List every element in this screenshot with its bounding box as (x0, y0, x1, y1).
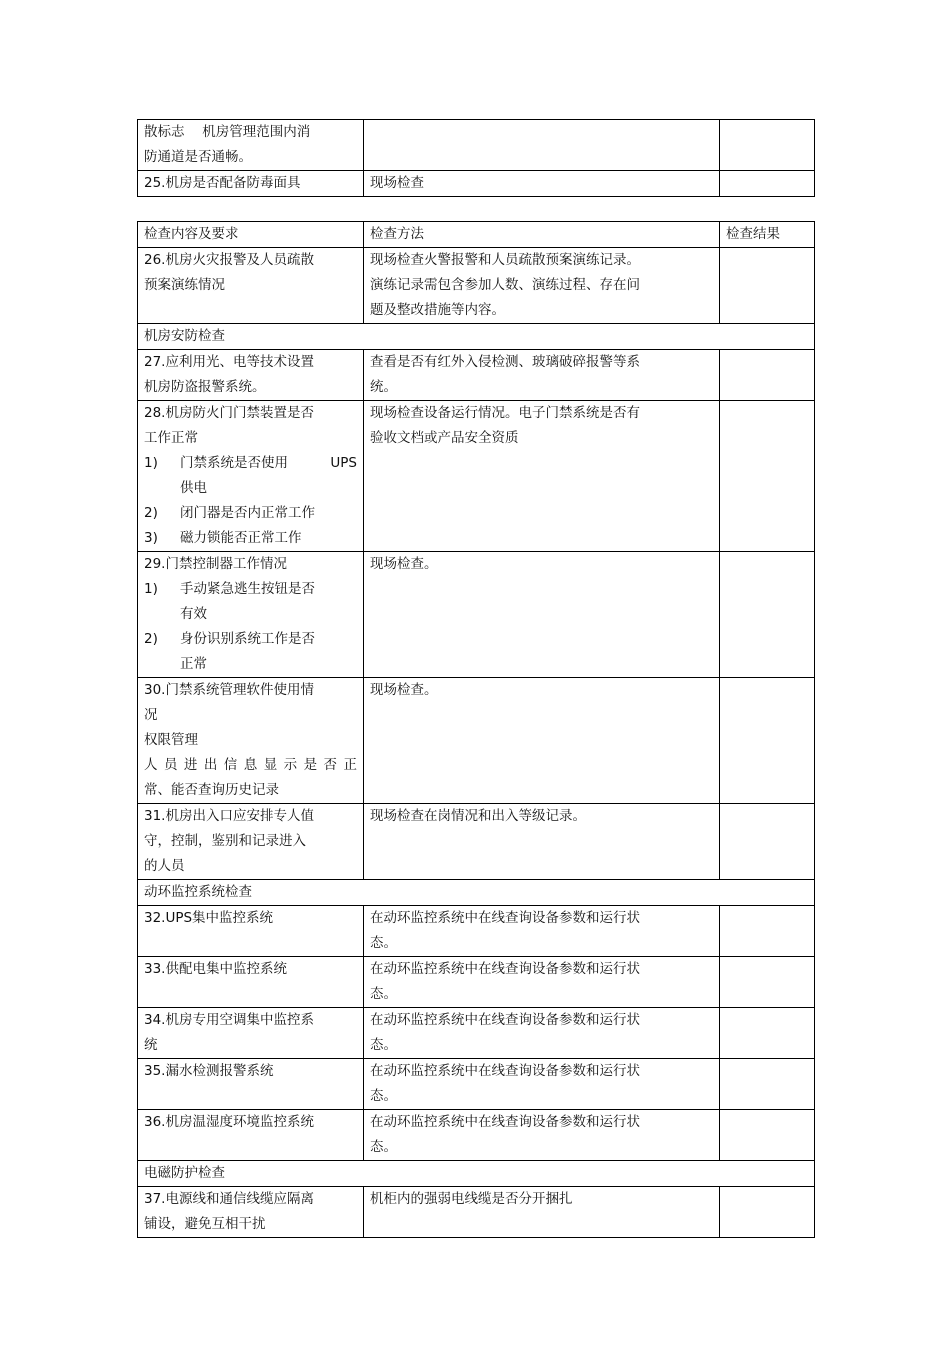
table-row (138, 1008, 815, 1059)
cell-method (364, 401, 720, 552)
cell-text: 在动环监控系统中在线查询设备参数和运行状 (370, 1114, 640, 1130)
table-row (138, 171, 815, 197)
cell-requirement: 36.机房温湿度环境监控系统 (138, 1110, 364, 1161)
list-item (144, 501, 357, 526)
section-title: 电磁防护检查 (138, 1161, 815, 1187)
cell-requirement (138, 350, 364, 401)
cell-text: 工作正常 (144, 430, 198, 446)
cell-text: 统 (144, 1037, 158, 1053)
cell-method: 现场检查。 (364, 678, 720, 804)
list-number: 2) (144, 505, 158, 521)
cell-text: 31.机房出入口应安排专人值 (144, 808, 314, 824)
cell-result (720, 1059, 815, 1110)
cell-requirement (138, 1008, 364, 1059)
cell-text: 预案演练情况 (144, 277, 225, 293)
cell-method (364, 1008, 720, 1059)
cell-text: 散标志 机房管理范围内消 (144, 124, 311, 140)
cell-text: 29.门禁控制器工作情况 (144, 556, 287, 572)
cell-method: 现场检查在岗情况和出入等级记录。 (364, 804, 720, 880)
cell-result (720, 401, 815, 552)
list-number: 3) (144, 530, 158, 546)
table-row (138, 552, 815, 678)
cell-text: 防通道是否通畅。 (144, 149, 252, 165)
cell-requirement (138, 552, 364, 678)
cell-requirement: 35.漏水检测报警系统 (138, 1059, 364, 1110)
cell-text: 现场检查火警报警和人员疏散预案演练记录。 (370, 252, 640, 268)
list-number: 1) (144, 455, 158, 471)
section-row (138, 880, 815, 906)
table-continued (137, 119, 815, 197)
cell-result (720, 1110, 815, 1161)
table-row (138, 1059, 815, 1110)
cell-method (364, 906, 720, 957)
cell-text: UPS (330, 455, 357, 471)
cell-text: 的人员 (144, 858, 185, 874)
cell-text: 34.机房专用空调集中监控系 (144, 1012, 314, 1028)
cell-text: 在动环监控系统中在线查询设备参数和运行状 (370, 961, 640, 977)
cell-result (720, 350, 815, 401)
cell-method: 现场检查。 (364, 552, 720, 678)
cell-text: 统。 (370, 379, 397, 395)
cell-result (720, 552, 815, 678)
cell-method: 现场检查 (364, 171, 720, 197)
table-row (138, 401, 815, 552)
cell-method: 机柜内的强弱电线缆是否分开捆扎 (364, 1187, 720, 1238)
cell-method (364, 350, 720, 401)
cell-requirement: 25.机房是否配备防毒面具 (138, 171, 364, 197)
cell-text: 30.门禁系统管理软件使用情 (144, 682, 314, 698)
cell-text: 验收文档或产品安全资质 (370, 430, 519, 446)
cell-text: 供电 (180, 480, 207, 496)
list-item (144, 526, 357, 551)
cell-text: 铺设，避免互相干扰 (144, 1216, 266, 1232)
cell-method (364, 248, 720, 324)
cell-text: 态。 (370, 1037, 397, 1053)
cell-method (364, 957, 720, 1008)
inspection-table (137, 221, 815, 1238)
cell-text: 况 (144, 707, 158, 723)
cell-result (720, 957, 815, 1008)
list-number: 2) (144, 631, 158, 647)
cell-text: 态。 (370, 1139, 397, 1155)
cell-text: 27.应利用光、电等技术设置 (144, 354, 314, 370)
table-header-row (138, 222, 815, 248)
table-row (138, 906, 815, 957)
list-item (144, 451, 357, 501)
cell-requirement (138, 678, 364, 804)
cell-text: 26.机房火灾报警及人员疏散 (144, 252, 314, 268)
table-row (138, 804, 815, 880)
cell-text: 磁力锁能否正常工作 (180, 530, 302, 546)
cell-text: 正常 (180, 656, 207, 672)
cell-result (720, 1008, 815, 1059)
cell-text: 门禁系统是否使用 (180, 455, 288, 471)
cell-requirement (138, 120, 364, 171)
table-row (138, 678, 815, 804)
cell-text: 机房防盗报警系统。 (144, 379, 266, 395)
cell-method (364, 1059, 720, 1110)
section-title: 动环监控系统检查 (138, 880, 815, 906)
cell-text: 身份识别系统工作是否 (180, 631, 315, 647)
cell-text: 题及整改措施等内容。 (370, 302, 505, 318)
cell-requirement (138, 401, 364, 552)
header-result: 检查结果 (720, 222, 815, 248)
cell-text: 人员进出信息显示是否正 (144, 757, 357, 773)
cell-text: 28.机房防火门门禁装置是否 (144, 405, 314, 421)
cell-text: 态。 (370, 935, 397, 951)
cell-requirement (138, 1187, 364, 1238)
cell-result (720, 804, 815, 880)
table-row (138, 350, 815, 401)
header-method: 检查方法 (364, 222, 720, 248)
header-requirement: 检查内容及要求 (138, 222, 364, 248)
cell-text: 态。 (370, 986, 397, 1002)
cell-method (364, 120, 720, 171)
list-number: 1) (144, 581, 158, 597)
cell-text: 守，控制，鉴别和记录进入 (144, 833, 306, 849)
cell-result (720, 248, 815, 324)
section-row (138, 1161, 815, 1187)
cell-text: 37.电源线和通信线缆应隔离 (144, 1191, 314, 1207)
cell-text: 权限管理 (144, 732, 198, 748)
table-row (138, 1187, 815, 1238)
list-item (144, 627, 357, 677)
cell-text: 态。 (370, 1088, 397, 1104)
cell-text: 在动环监控系统中在线查询设备参数和运行状 (370, 910, 640, 926)
cell-text: 手动紧急逃生按钮是否 (180, 581, 315, 597)
cell-result (720, 171, 815, 197)
cell-result (720, 678, 815, 804)
cell-text: 闭门器是否内正常工作 (180, 505, 315, 521)
table-row (138, 120, 815, 171)
cell-text: 现场检查设备运行情况。电子门禁系统是否有 (370, 405, 640, 421)
cell-result (720, 906, 815, 957)
cell-result (720, 1187, 815, 1238)
cell-method (364, 1110, 720, 1161)
list-item (144, 577, 357, 627)
cell-requirement (138, 804, 364, 880)
cell-text: 在动环监控系统中在线查询设备参数和运行状 (370, 1012, 640, 1028)
cell-text: 查看是否有红外入侵检测、玻璃破碎报警等系 (370, 354, 640, 370)
cell-requirement (138, 248, 364, 324)
cell-text: 演练记录需包含参加人数、演练过程、存在问 (370, 277, 640, 293)
cell-text: 在动环监控系统中在线查询设备参数和运行状 (370, 1063, 640, 1079)
cell-text: 常、能否查询历史记录 (144, 782, 279, 798)
table-row (138, 1110, 815, 1161)
cell-requirement: 33.供配电集中监控系统 (138, 957, 364, 1008)
table-row (138, 957, 815, 1008)
section-title: 机房安防检查 (138, 324, 815, 350)
cell-requirement: 32.UPS集中监控系统 (138, 906, 364, 957)
cell-text: 有效 (180, 606, 207, 622)
table-row (138, 248, 815, 324)
cell-result (720, 120, 815, 171)
section-row (138, 324, 815, 350)
